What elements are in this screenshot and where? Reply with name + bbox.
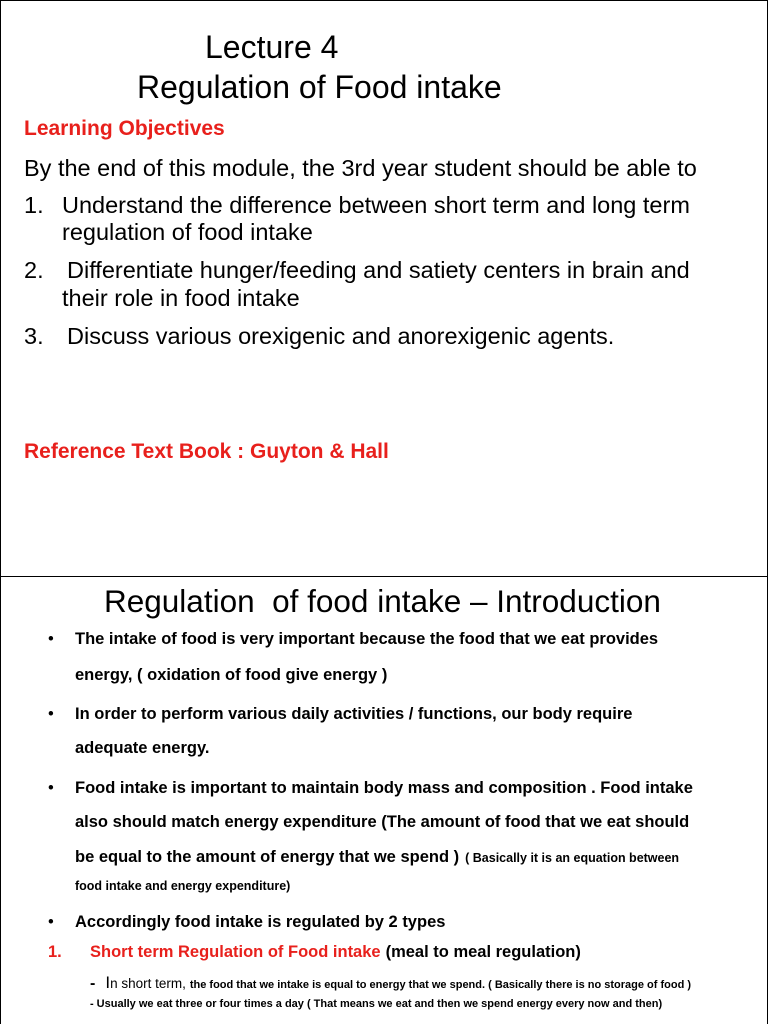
detail-lead: In short term,: [105, 973, 186, 992]
bullet-marker: •: [48, 913, 54, 931]
lecture-number: Lecture 4: [205, 29, 339, 65]
detail-dash: -: [90, 975, 96, 992]
slide-title: Regulation of food intake – Introduction: [104, 583, 661, 619]
section-qualifier: (meal to meal regulation): [385, 943, 581, 961]
bullet-text: The intake of food is very important because the food that we eat provides: [75, 630, 659, 648]
detail-text: the food that we intake is equal to energy that we spend. ( Basically there is no storage of food ): [189, 979, 692, 991]
objective-number: 3.: [24, 323, 44, 349]
objective-number: 1.: [24, 192, 44, 218]
detail-text: Usually we eat three or four times a day ( That means we eat and then we spend energy every now and then): [96, 998, 663, 1010]
bullet-text-line: [75, 845, 679, 870]
lecture-title: Regulation of Food intake: [137, 69, 502, 105]
bullet-marker: •: [48, 630, 54, 648]
bullet-text: also should match energy expenditure (The amount of food that we eat should: [75, 813, 690, 831]
reference-textbook: Reference Text Book : Guyton & Hall: [24, 440, 389, 463]
slide-introduction: [0, 576, 768, 1024]
objectives-heading: Learning Objectives: [24, 117, 225, 140]
bullet-marker: •: [48, 705, 54, 723]
detail-line: [90, 992, 662, 1016]
bullet-text: be equal to the amount of energy that we spend ): [75, 848, 460, 866]
bullet-text: adequate energy.: [75, 739, 210, 757]
section-heading-line: [90, 940, 581, 964]
bullet-aside-note: ( Basically it is an equation between: [465, 851, 680, 865]
detail-dash: -: [90, 998, 94, 1010]
objective-text: Differentiate hunger/feeding and satiety centers in brain and: [67, 257, 690, 283]
objective-text: regulation of food intake: [62, 219, 313, 245]
section-heading: Short term Regulation of Food intake: [90, 943, 381, 961]
bullet-text: Food intake is important to maintain body mass and composition . Food intake: [75, 779, 693, 797]
objective-text: Understand the difference between short term and long term: [62, 192, 690, 218]
bullet-text: In order to perform various daily activities / functions, our body require: [75, 705, 633, 723]
objective-text: their role in food intake: [62, 285, 300, 311]
objective-text: Discuss various orexigenic and anorexigenic agents.: [67, 323, 615, 349]
bullet-text: Accordingly food intake is regulated by 2 types: [75, 913, 446, 931]
objective-number: 2.: [24, 257, 44, 283]
bullet-text: energy, ( oxidation of food give energy ): [75, 666, 388, 684]
bullet-aside-note-continued: food intake and energy expenditure): [75, 879, 291, 893]
bullet-marker: •: [48, 779, 54, 797]
objectives-intro: By the end of this module, the 3rd year student should be able to: [24, 155, 697, 181]
section-number: 1.: [48, 943, 62, 961]
